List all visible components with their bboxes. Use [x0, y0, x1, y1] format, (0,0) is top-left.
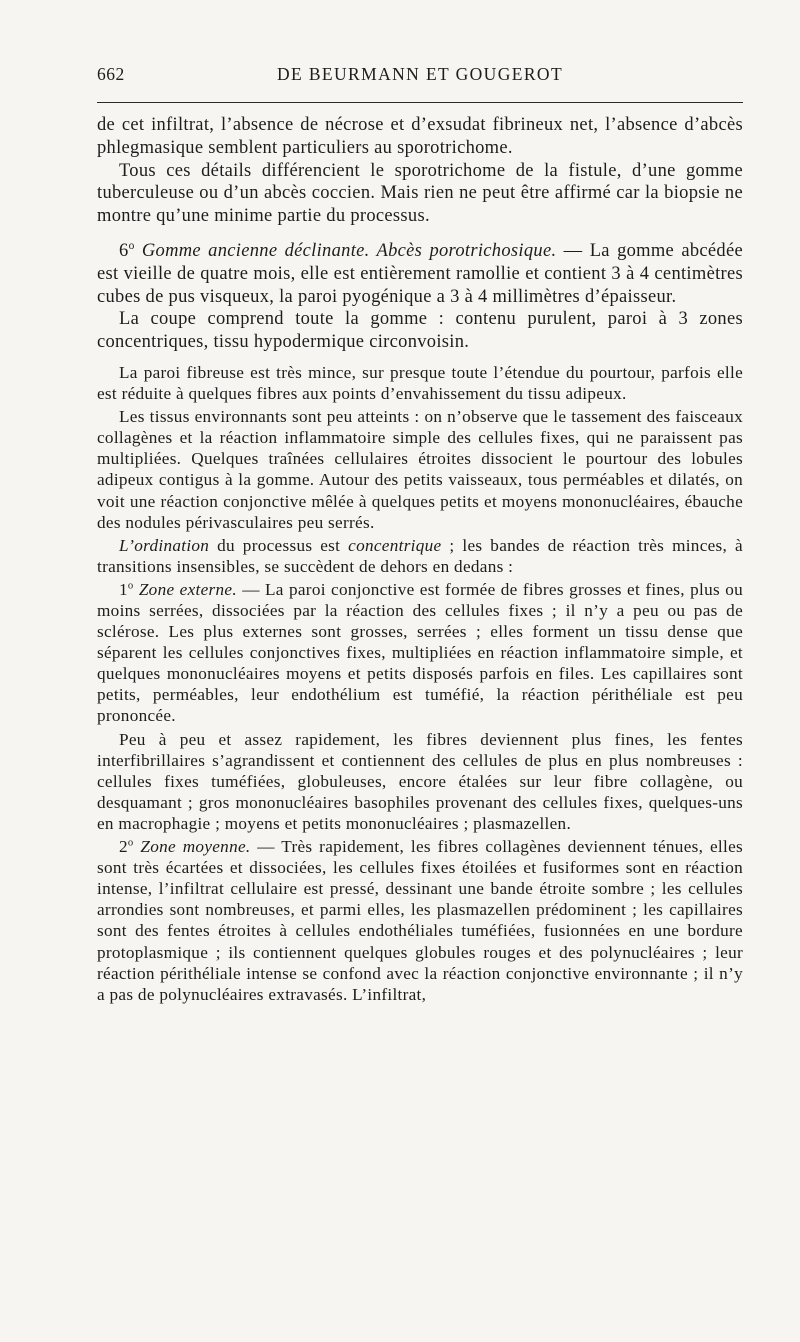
zone-number: 2: [119, 837, 128, 857]
body-text: [97, 114, 743, 1005]
zone-ordinal: o: [127, 580, 134, 592]
paragraph-2: Tous ces détails différencient le sporotrichome de la fistule, d’une gomme tuberculeuse ou d’un abcès coccien. Mais rien ne peut être affirmé car la biopsie ne montre qu’une minime partie du processus.: [97, 160, 743, 227]
paragraph-7-mid: du processus est: [209, 535, 349, 555]
page-header: [97, 64, 743, 88]
page-number: 662: [97, 64, 125, 84]
paragraph-3-text: — La gomme abcédée est vieille de quatre mois, elle est entièrement ramollie et contient 3 à 4 centimètres cubes de pus visqueux, la paroi pyogénique a 3 à 4 millimètres d’épaisseur.: [97, 240, 743, 307]
paragraph-7: [97, 535, 743, 577]
paragraph-zone-moyenne: [97, 836, 743, 1005]
paragraph-6: Les tissus environnants sont peu atteints : on n’observe que le tassement des faisceaux collagènes et la réaction inflammatoire simple des cellules fixes, qui ne paraissent pas multipliées. Quelques traînées cellulaires étroites dissocient le pourtour des lobules adipeux contigus à la gomme. Autour des petits vaisseaux, tous perméables et dilatés, on voit une réaction conjonctive mêlée à quelques petits et moyens mononucléaires, ébauche des nodules périvasculaires peu serrés.: [97, 407, 743, 532]
zone-moyenne-text: — Très rapidement, les fibres collagènes deviennent ténues, elles sont très écartées et dissociées, les cellules fixes étoilées et fusiformes sont en réaction intense, l’infiltrat cellulaire est pressé, dessinant une bande étroite sombre ; les cellules arrondies sont nombreuses, et parmi elles, les plasmazellen prédominent ; les capillaires sont des fentes étroites à cellules endothéliales tuméfiées, fusionnées en une bordure protoplasmique ; ils contiennent quelques globules rouges et des polynucléaires ; leur réaction périthéliale intense se confond avec la réaction conjonctive environnante ; il n’y a pas de polynucléaires extravasés. L’infiltrat,: [97, 837, 743, 1004]
term-ordination: L’ordination: [119, 535, 210, 555]
paragraph-4: La coupe comprend toute la gomme : contenu purulent, paroi à 3 zones concentriques, tissu hypodermique circonvoisin.: [97, 309, 743, 353]
header-rule: [97, 102, 743, 103]
paragraph-9: Peu à peu et assez rapidement, les fibres deviennent plus fines, les fentes interfibrillaires s’agrandissent et contiennent des cellules de plus en plus nombreuses : cellules fixes tuméfiées, globuleuses, encore étalées sur leur fibre collagène, ou desquamant ; gros mononucléaires basophiles provenant des cellules fixes, quelques-uns en macrophagie ; moyens et petits mononucléaires ; plasmazellen.: [97, 729, 743, 833]
paragraph-zone-externe: [97, 579, 743, 727]
paragraph-5: La paroi fibreuse est très mince, sur presque toute l’étendue du pourtour, parfois elle est réduite à quelques fibres aux points d’envahissement du tissu adipeux.: [97, 362, 743, 404]
zone-externe-text: — La paroi conjonctive est formée de fibres grosses et fines, plus ou moins serrées, dissociées par la réaction des cellules fixes ; il n’y a peu ou pas de sclérose. Les plus externes sont grosses, serrées ; elles forment un tissu dense que séparent les cellules conjonctives fixes, multipliées en réaction inflammatoire simple, et quelques mononucléaires moyens et petits disposés parfois en files. Les capillaires sont petits, perméables, leur endothélium est tuméfié, la réaction périthéliale est peu prononcée.: [97, 579, 744, 726]
running-head: DE BEURMANN ET GOUGEROT: [276, 64, 564, 84]
zone-label: Zone moyenne.: [140, 837, 251, 857]
paragraph-3: [97, 240, 743, 308]
term-concentrique: concentrique: [348, 535, 442, 555]
section-ordinal: o: [128, 239, 135, 252]
section-number: 6: [119, 240, 129, 261]
paragraph-1: de cet infiltrat, l’absence de nécrose et d’exsudat fibrineux net, l’absence d’abcès phlegmasique semblent particuliers au sporotrichome.: [97, 115, 743, 158]
zone-number: 1: [119, 579, 128, 599]
zone-label: Zone externe.: [138, 579, 237, 599]
section-title: Gomme ancienne déclinante. Abcès porotrichosique.: [141, 240, 557, 261]
paragraph-7-text: ; les bandes de réaction très minces, à transitions insensibles, se succèdent de dehors en dedans :: [97, 535, 743, 576]
zone-ordinal: o: [127, 837, 134, 849]
